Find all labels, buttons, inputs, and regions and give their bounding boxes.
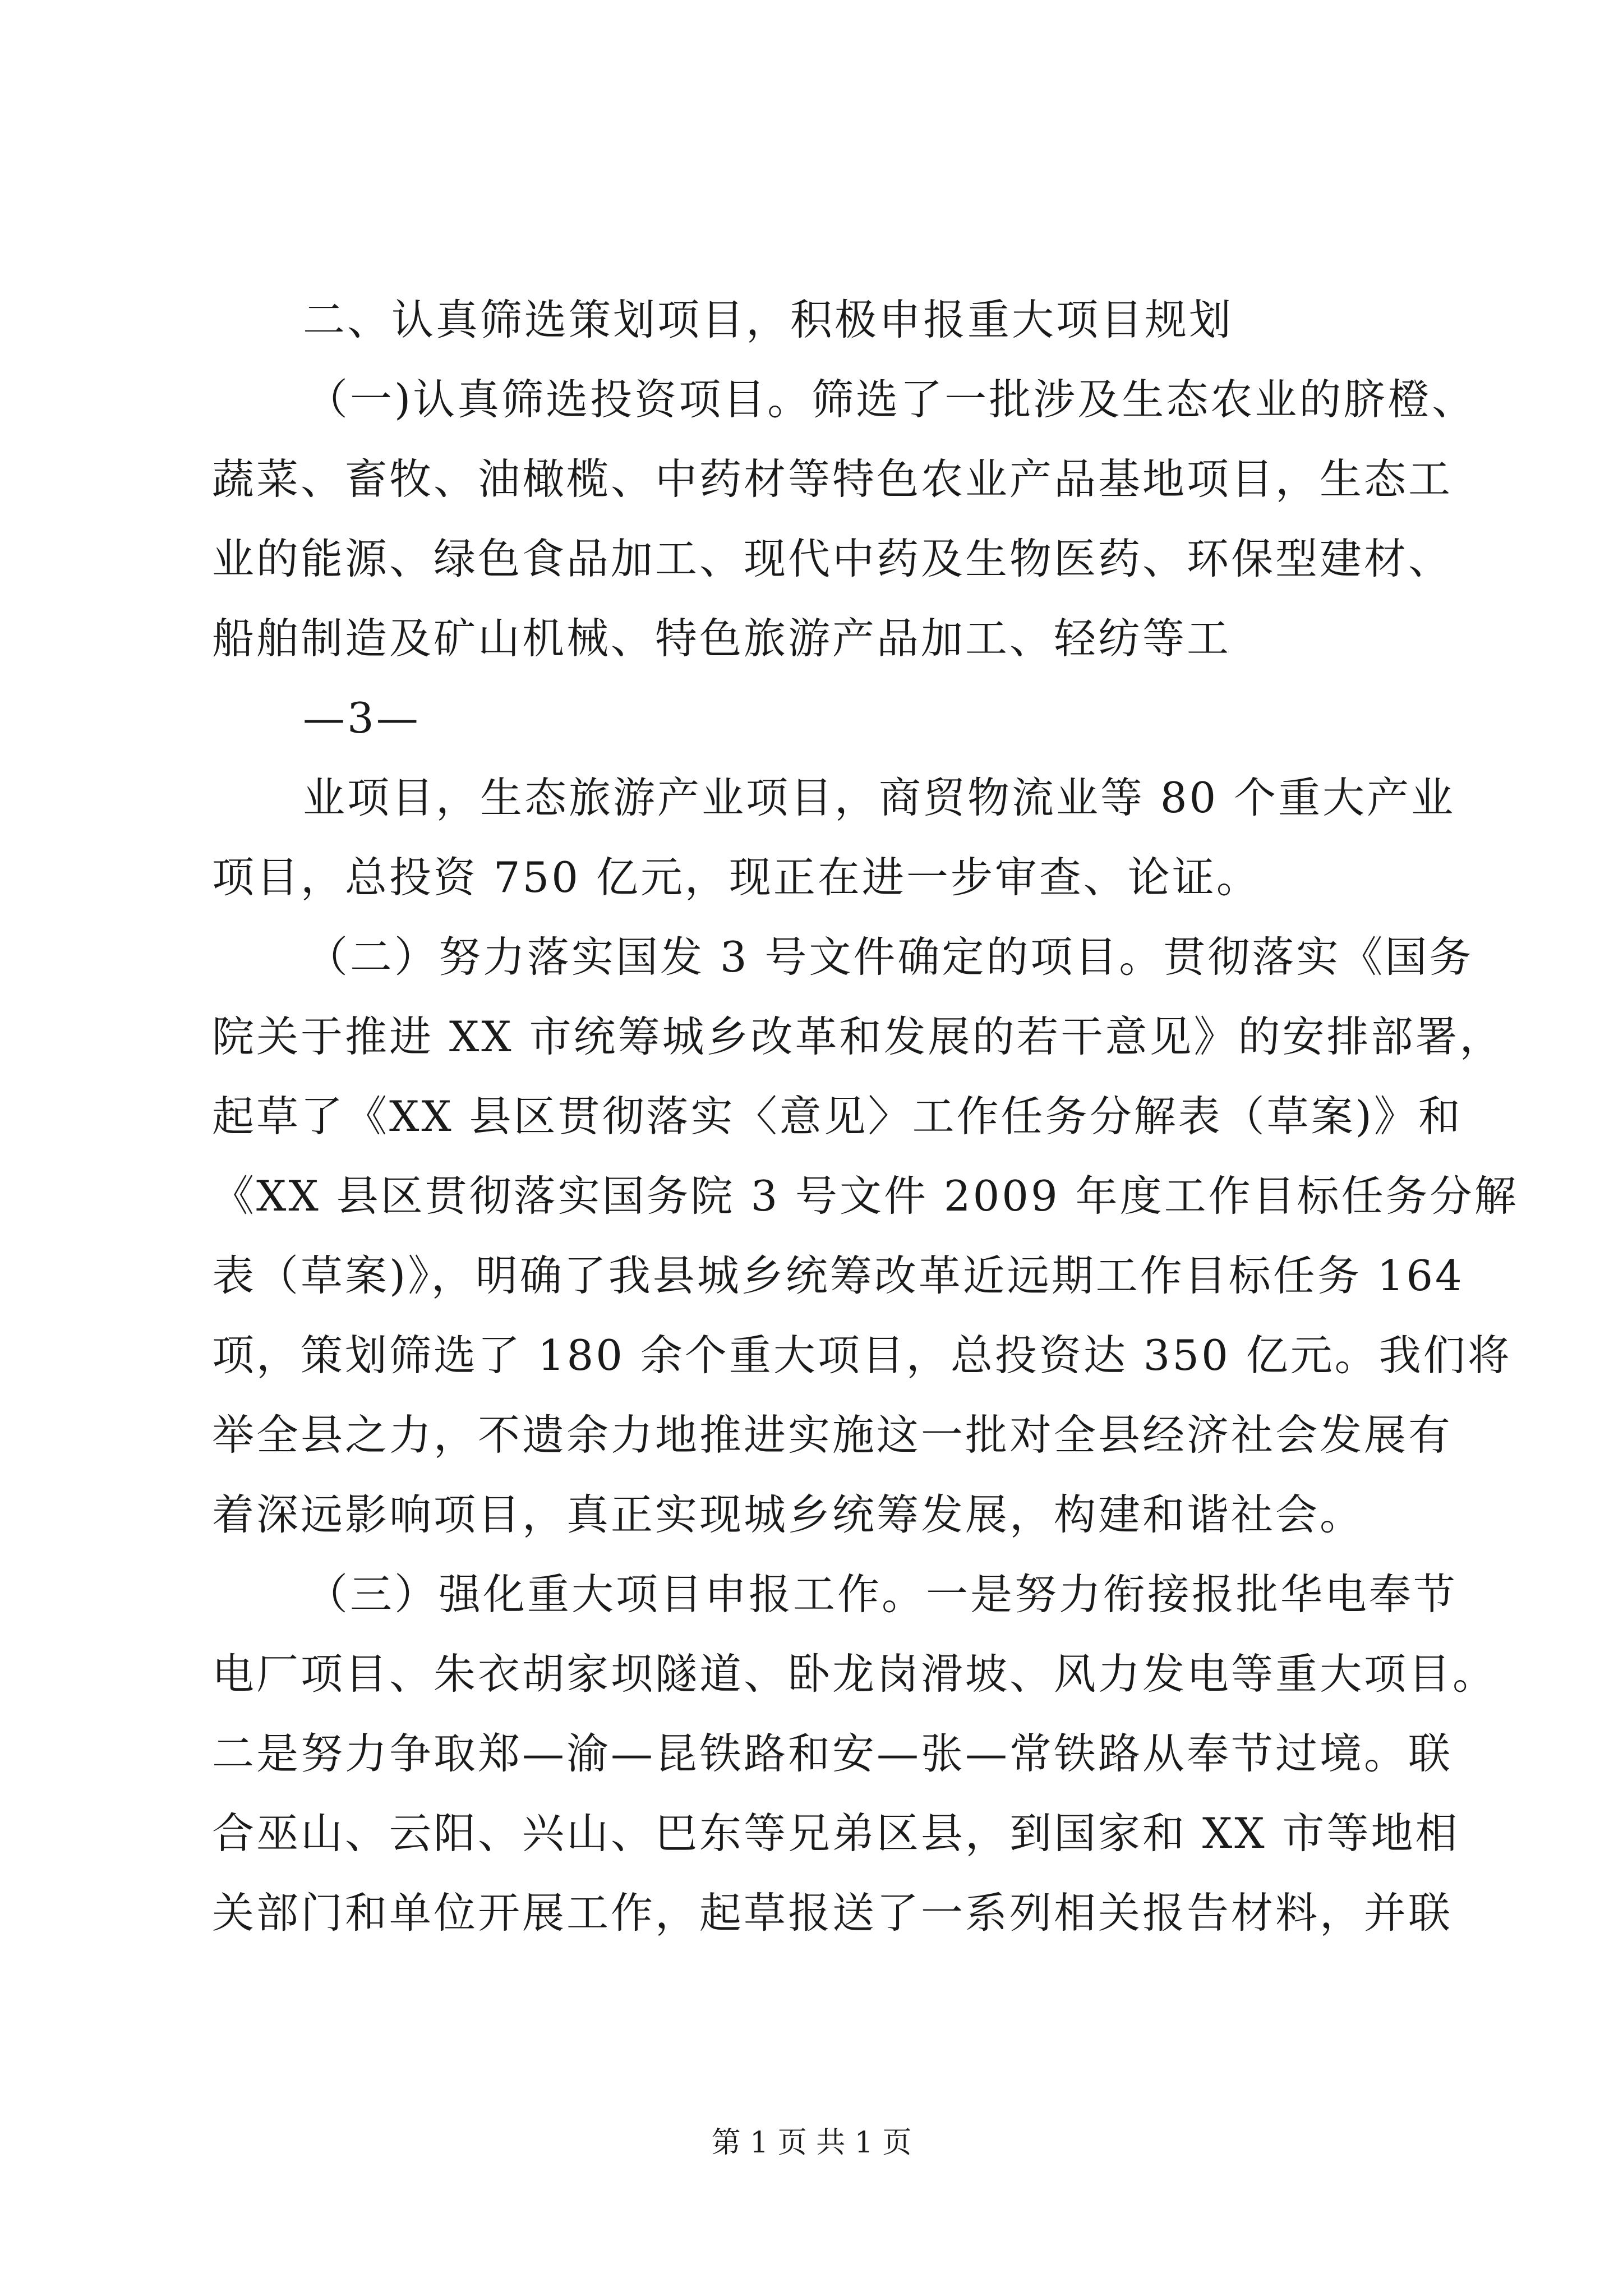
- paragraph-line: 蔬菜、畜牧、油橄榄、中药材等特色农业产品基地项目，生态工: [212, 454, 1453, 504]
- paragraph-line: （三）强化重大项目申报工作。一是努力衔接报批华电奉节: [306, 1570, 1458, 1619]
- page-marker: —3—: [303, 693, 421, 743]
- paragraph-line: 着深远影响项目，真正实现城乡统筹发展，构建和谐社会。: [212, 1490, 1364, 1539]
- paragraph-line: （二）努力落实国发 3 号文件确定的项目。贯彻落实《国务: [306, 932, 1474, 982]
- paragraph-line: 二是努力争取郑—渝—昆铁路和安—张—常铁路从奉节过境。联: [212, 1729, 1453, 1778]
- paragraph-line: 表（草案)》，明确了我县城乡统筹改革近远期工作目标任务 164: [212, 1251, 1464, 1300]
- paragraph-line: 院关于推进 XX 市统筹城乡改革和发展的若干意见》的安排部署，: [212, 1012, 1504, 1061]
- paragraph-line: 项，策划筛选了 180 余个重大项目，总投资达 350 亿元。我们将: [212, 1331, 1512, 1380]
- page-footer: 第 1 页 共 1 页: [711, 2126, 912, 2160]
- paragraph-line: 合巫山、云阳、兴山、巴东等兄弟区县，到国家和 XX 市等地相: [212, 1809, 1460, 1858]
- section-heading: 二、认真筛选策划项目，积极申报重大项目规划: [303, 295, 1234, 344]
- paragraph-line: 举全县之力，不遗余力地推进实施这一批对全县经济社会发展有: [212, 1410, 1453, 1460]
- paragraph-line: 业的能源、绿色食品加工、现代中药及生物医药、环保型建材、: [212, 534, 1453, 583]
- paragraph-line: 起草了《XX 县区贯彻落实〈意见〉工作任务分解表（草案)》和: [212, 1092, 1463, 1141]
- paragraph-line: 电厂项目、朱衣胡家坝隧道、卧龙岗滑坡、风力发电等重大项目。: [212, 1649, 1497, 1699]
- paragraph-line: （一)认真筛选投资项目。筛选了一批涉及生态农业的脐橙、: [306, 375, 1477, 424]
- paragraph-line: 业项目，生态旅游产业项目，商贸物流业等 80 个重大产业: [303, 773, 1456, 822]
- paragraph-line: 项目，总投资 750 亿元，现正在进一步审查、论证。: [212, 853, 1261, 902]
- paragraph-line: 《XX 县区贯彻落实国务院 3 号文件 2009 年度工作目标任务分解: [212, 1171, 1519, 1221]
- paragraph-line: 关部门和单位开展工作，起草报送了一系列相关报告材料，并联: [212, 1888, 1453, 1938]
- paragraph-line: 船舶制造及矿山机械、特色旅游产品加工、轻纺等工: [212, 614, 1232, 663]
